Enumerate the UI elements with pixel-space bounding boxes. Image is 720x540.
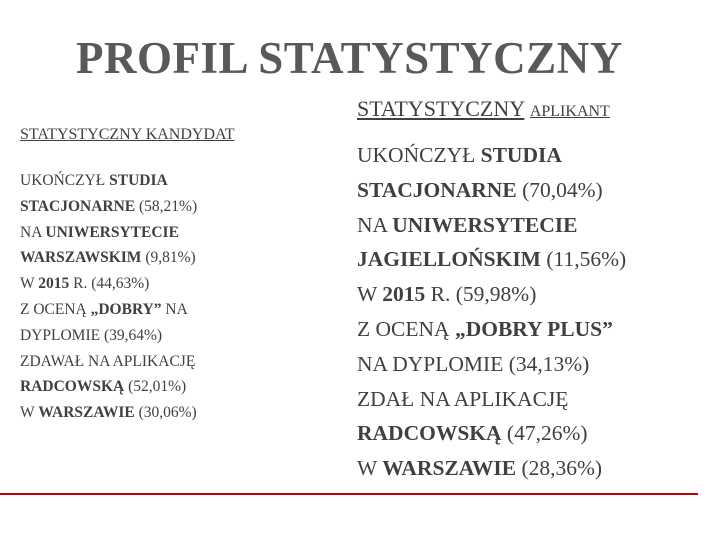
- profile-line-text: W: [20, 275, 39, 293]
- applicant-header: [357, 96, 610, 122]
- profile-line-bold-text: „DOBRY”: [90, 300, 162, 318]
- profile-line: [20, 374, 320, 400]
- profile-line-bold-text: STUDIA: [109, 172, 168, 189]
- profile-line: [357, 173, 697, 208]
- profile-line-text: UKOŃCZYŁ: [20, 172, 110, 189]
- profile-line-text: (47,26%): [501, 421, 588, 446]
- profile-line-text: ZDAWAŁ NA APLIKACJĘ: [20, 352, 196, 370]
- profile-line-text: (9,81%): [141, 249, 196, 267]
- candidate-header: STATYSTYCZNY KANDYDAT: [20, 126, 235, 143]
- profile-line-text: Z OCENĄ: [20, 300, 91, 318]
- profile-line: [357, 242, 697, 277]
- profile-line-text: UKOŃCZYŁ: [357, 143, 481, 167]
- profile-line: [357, 138, 697, 173]
- profile-line-bold-text: RADCOWSKĄ: [357, 421, 502, 446]
- profile-line-text: (52,01%): [124, 378, 187, 396]
- profile-line-text: (58,21%): [135, 197, 198, 215]
- profile-line: [357, 312, 697, 347]
- profile-line-text: ZDAŁ NA APLIKACJĘ: [357, 386, 569, 411]
- profile-line: [20, 245, 320, 271]
- profile-line: [357, 347, 697, 382]
- profile-line-bold-text: STACJONARNE: [357, 177, 517, 202]
- profile-line-bold-text: WARSZAWIE: [38, 404, 135, 422]
- applicant-header-main: STATYSTYCZNY: [357, 96, 525, 121]
- profile-line-bold-text: WARSZAWIE: [382, 456, 517, 481]
- profile-line-text: R. (59,98%): [425, 282, 537, 307]
- profile-line-text: DYPLOMIE (39,64%): [20, 326, 163, 344]
- profile-line: [20, 297, 320, 323]
- profile-line-text: (28,36%): [516, 456, 603, 481]
- profile-line: [357, 208, 697, 243]
- profile-line-text: W: [357, 282, 383, 307]
- profile-line-text: R. (44,63%): [69, 275, 150, 293]
- profile-line: [357, 382, 697, 417]
- profile-line: [20, 323, 320, 349]
- profile-line-bold-text: STACJONARNE: [20, 197, 136, 215]
- profile-line-text: (30,06%): [134, 404, 197, 422]
- profile-line-text: NA DYPLOMIE (34,13%): [357, 351, 590, 376]
- profile-line-bold-text: 2015: [38, 275, 70, 293]
- profile-line: [20, 271, 320, 297]
- profile-line: [357, 416, 697, 451]
- profile-line-bold-text: STUDIA: [480, 143, 562, 167]
- profile-line-text: NA: [161, 300, 188, 318]
- profile-line-text: W: [20, 404, 39, 422]
- profile-line-bold-text: „DOBRY PLUS”: [454, 316, 613, 341]
- profile-line-bold-text: UNIWERSYTECIE: [392, 212, 578, 237]
- profile-line-text: NA: [357, 212, 393, 237]
- profile-line-text: NA: [20, 223, 46, 241]
- profile-line: [20, 349, 320, 375]
- profile-line-bold-text: JAGIELLOŃSKIM: [357, 247, 541, 272]
- profile-line-bold-text: RADCOWSKĄ: [20, 378, 125, 396]
- bottom-divider: [0, 493, 698, 495]
- applicant-header-sub: APLIKANT: [529, 103, 610, 120]
- profile-line: [20, 220, 320, 246]
- applicant-profile-list: [357, 138, 697, 486]
- profile-line-text: Z OCENĄ: [357, 316, 455, 341]
- profile-line-bold-text: WARSZAWSKIM: [20, 249, 142, 267]
- profile-line-text: (70,04%): [516, 177, 603, 202]
- profile-line-text: W: [357, 456, 383, 481]
- profile-line: [20, 168, 320, 194]
- profile-line-bold-text: 2015: [382, 282, 426, 307]
- candidate-profile-list: [20, 168, 320, 426]
- profile-line: [20, 400, 320, 426]
- page-title: PROFIL STATYSTYCZNY: [76, 33, 623, 83]
- profile-line-bold-text: UNIWERSYTECIE: [45, 223, 179, 241]
- profile-line: [357, 277, 697, 312]
- profile-line: [20, 194, 320, 220]
- profile-line-text: (11,56%): [540, 247, 627, 272]
- profile-line: [357, 451, 697, 486]
